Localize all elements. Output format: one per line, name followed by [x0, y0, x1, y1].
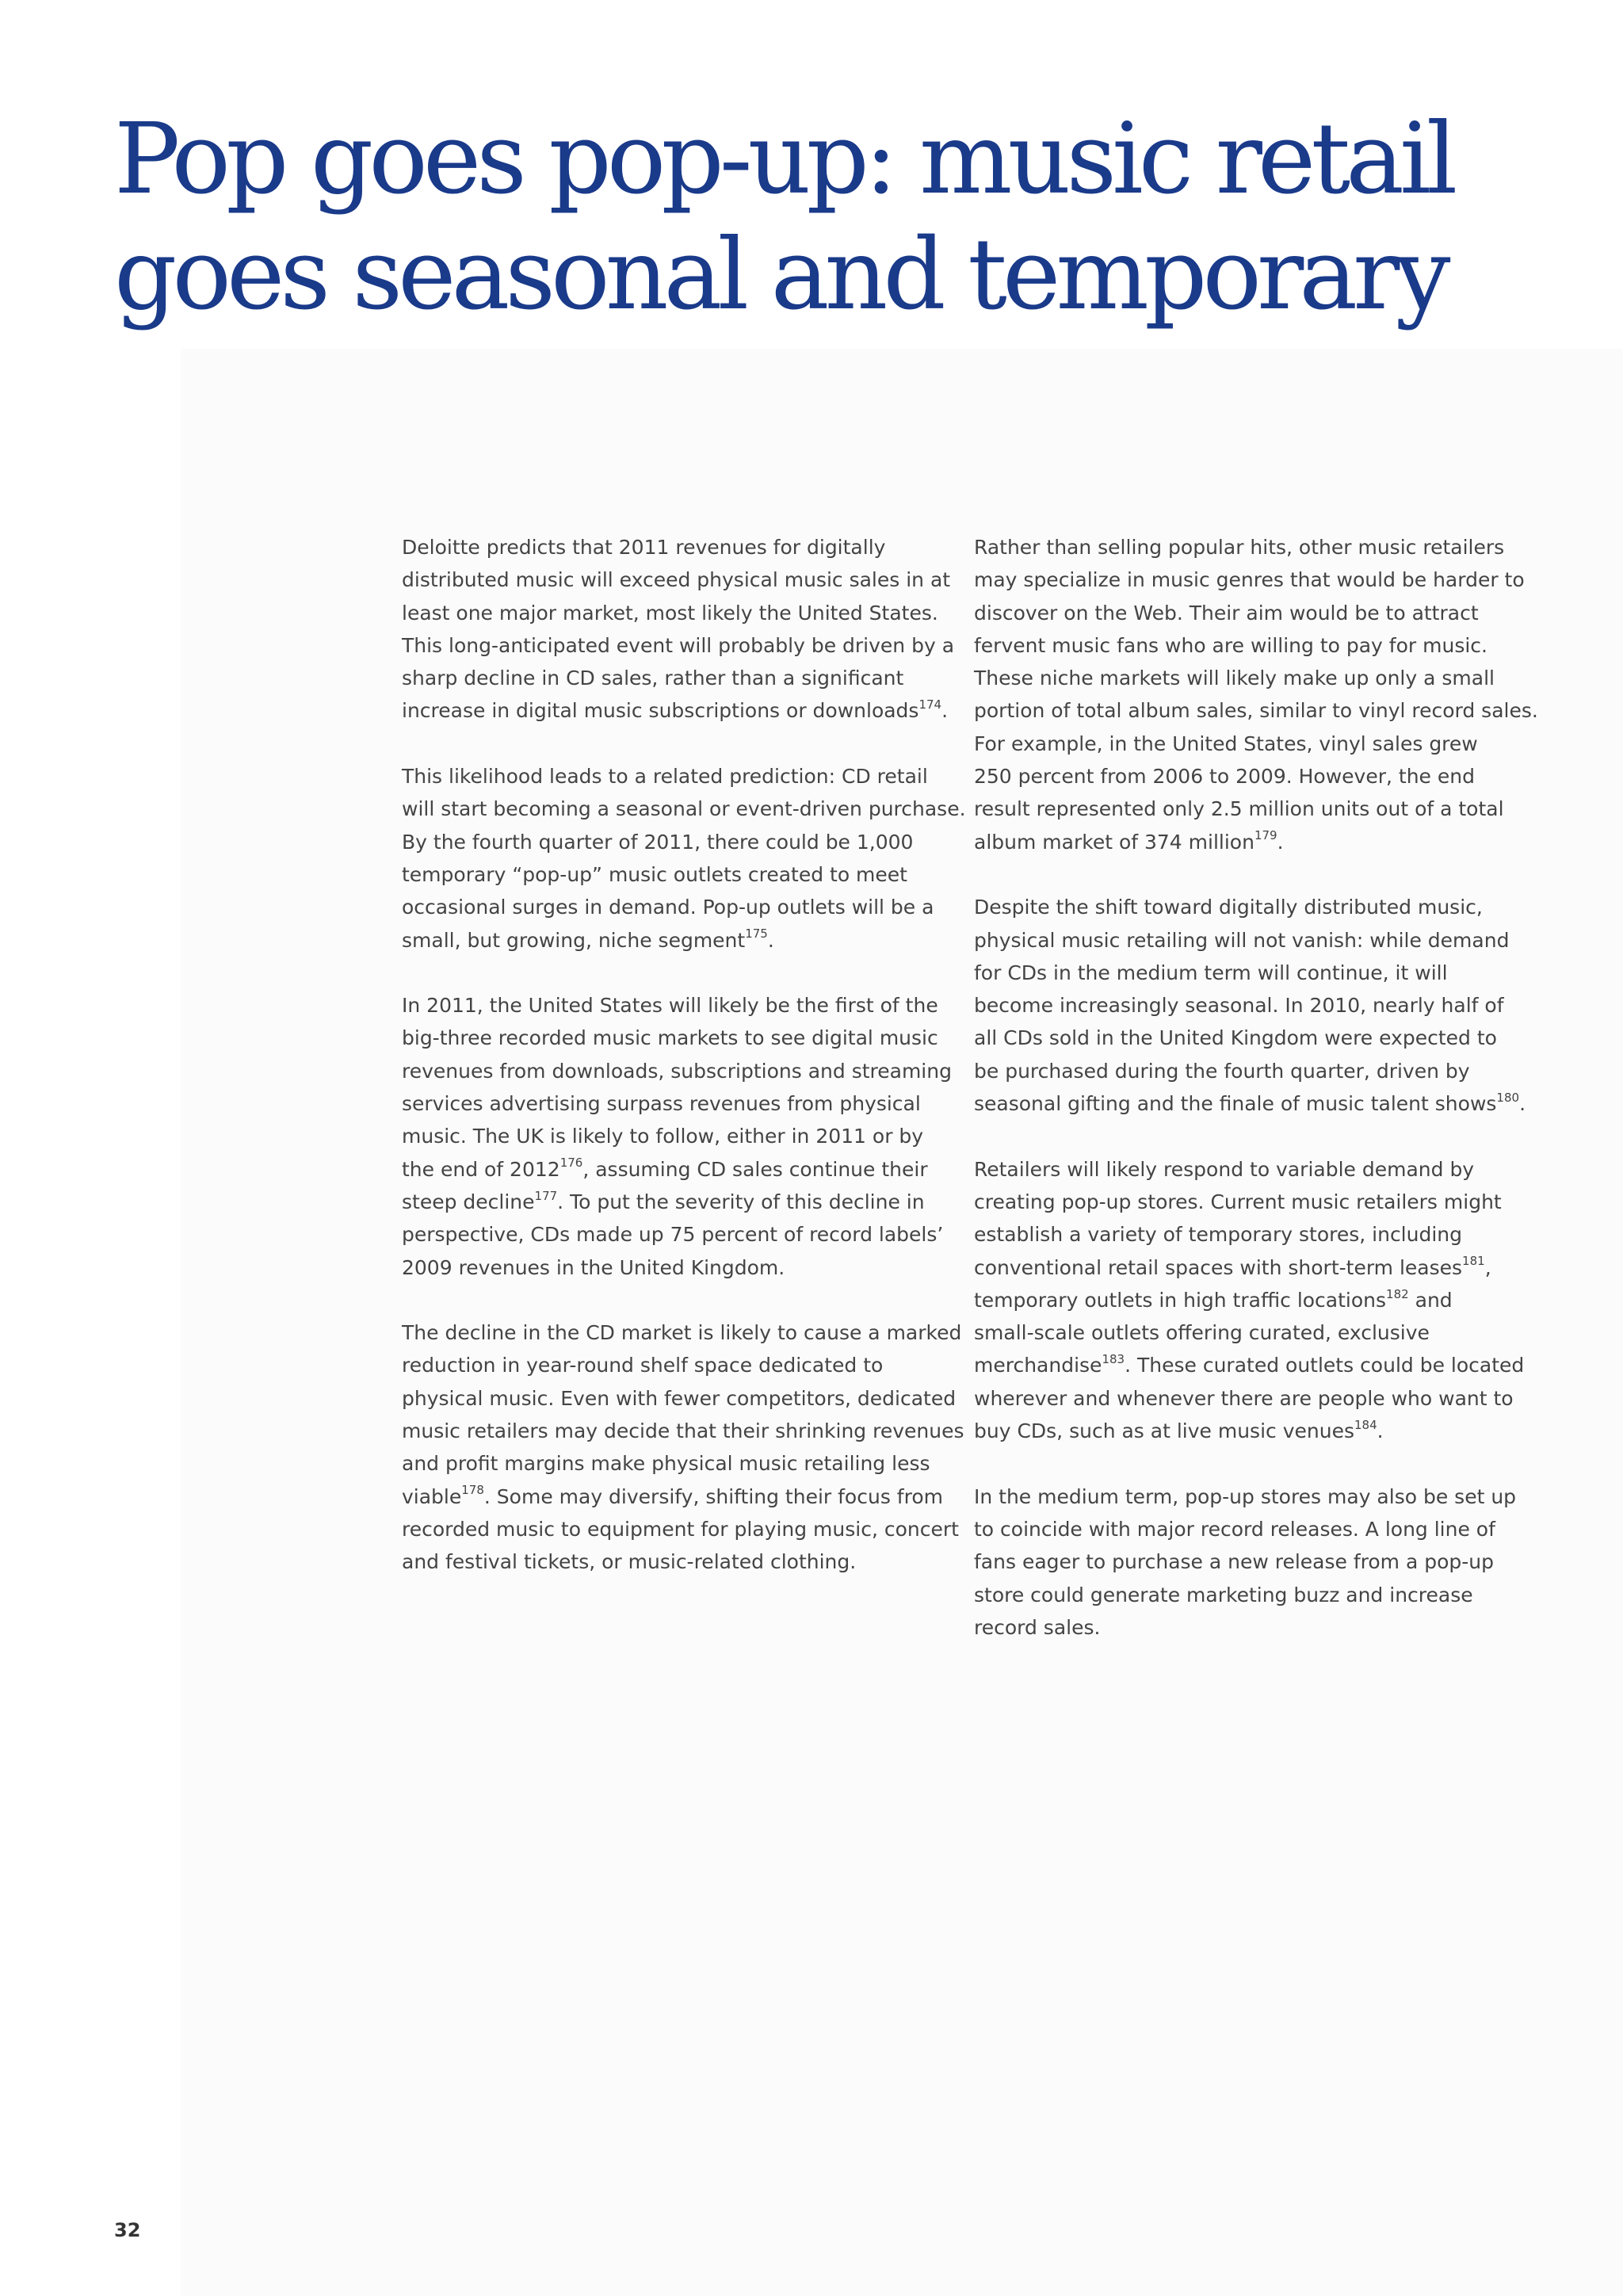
text-line	[402, 891, 957, 923]
text-line	[974, 1022, 1529, 1054]
text-segment: Rather than selling popular hits, other music retailers	[974, 536, 1505, 559]
text-segment: physical music. Even with fewer competitors, dedicated	[402, 1386, 957, 1410]
text-segment: ,	[1484, 1255, 1491, 1279]
text-segment: be purchased during the fourth quarter, driven by	[974, 1059, 1470, 1083]
text-segment: By the fourth quarter of 2011, there could be 1,000	[402, 830, 914, 854]
text-line	[974, 1579, 1529, 1611]
text-line	[974, 1153, 1529, 1186]
text-segment: 250 percent from 2006 to 2009. However, the end	[974, 765, 1475, 789]
text-line	[402, 1022, 957, 1054]
text-line	[402, 694, 957, 727]
text-segment: reduction in year-round shelf space dedicated to	[402, 1354, 884, 1377]
text-line	[974, 629, 1529, 662]
text-line	[402, 1251, 957, 1284]
text-line	[402, 531, 957, 563]
text-segment: discover on the Web. Their aim would be to attract	[974, 601, 1479, 625]
text-segment: music. The UK is likely to follow, either in 2011 or by	[402, 1125, 924, 1148]
text-line	[974, 793, 1529, 825]
text-line	[402, 662, 957, 694]
text-segment: conventional retail spaces with short-term leases	[974, 1255, 1463, 1279]
text-line	[974, 924, 1529, 957]
text-segment: Retailers will likely respond to variable demand by	[974, 1157, 1475, 1181]
text-segment: revenues from downloads, subscriptions and streaming	[402, 1059, 952, 1083]
text-segment: wherever and whenever there are people who want to	[974, 1386, 1514, 1410]
text-segment: will start becoming a seasonal or event-driven purchase.	[402, 797, 966, 821]
text-segment: occasional surges in demand. Pop-up outlets will be a	[402, 896, 934, 919]
text-line	[402, 1120, 957, 1152]
text-segment: small-scale outlets offering curated, exclusive	[974, 1321, 1430, 1345]
text-line	[974, 1545, 1529, 1578]
footnote-reference: 184	[1354, 1417, 1377, 1432]
footnote-reference: 181	[1462, 1254, 1485, 1269]
text-segment: This long-anticipated event will probably be driven by a	[402, 633, 955, 657]
text-segment: The decline in the CD market is likely to cause a marked	[402, 1321, 962, 1345]
text-segment: sharp decline in CD sales, rather than a significant	[402, 667, 904, 690]
text-line	[974, 957, 1529, 989]
text-line	[402, 1415, 964, 1447]
paragraph	[974, 891, 1529, 1120]
text-segment: .	[1519, 1092, 1526, 1116]
text-segment: recorded music to equipment for playing music, concert	[402, 1517, 959, 1541]
text-segment: These niche markets will likely make up only a small	[974, 667, 1495, 690]
text-line	[402, 1153, 957, 1186]
text-line	[974, 1087, 1529, 1120]
text-segment: buy CDs, such as at live music venues	[974, 1419, 1354, 1443]
text-segment: store could generate marketing buzz and increase	[974, 1583, 1473, 1606]
text-line	[974, 1382, 1529, 1415]
text-line	[974, 1251, 1529, 1284]
text-line	[402, 1480, 957, 1513]
text-line	[974, 1415, 1529, 1447]
text-line	[402, 989, 957, 1022]
text-segment: , assuming CD sales continue their	[582, 1157, 928, 1181]
text-line	[402, 629, 957, 662]
page-title-line: Pop goes pop-up: music retail	[114, 102, 1453, 216]
text-line	[402, 1382, 957, 1415]
text-line	[974, 1055, 1529, 1087]
page-title	[114, 101, 1556, 333]
text-segment: Despite the shift toward digitally distributed music,	[974, 896, 1483, 919]
text-segment: for CDs in the medium term will continue, it will	[974, 961, 1448, 984]
footnote-reference: 183	[1102, 1352, 1125, 1367]
text-line	[402, 597, 957, 629]
text-line	[974, 1186, 1529, 1218]
text-line	[974, 1611, 1529, 1644]
text-line	[402, 1545, 957, 1578]
text-segment: Deloitte predicts that 2011 revenues for digitally	[402, 536, 886, 559]
text-line	[974, 760, 1529, 793]
text-segment: big-three recorded music markets to see digital music	[402, 1026, 938, 1050]
text-line	[402, 858, 957, 891]
footnote-reference: 176	[559, 1156, 583, 1171]
text-segment: record sales.	[974, 1615, 1101, 1639]
text-segment: result represented only 2.5 million units out of a total	[974, 797, 1504, 821]
page-title-line: goes seasonal and temporary	[114, 218, 1446, 332]
text-segment: physical music retailing will not vanish: while demand	[974, 928, 1510, 952]
text-segment: seasonal gifting and the finale of music talent shows	[974, 1092, 1497, 1116]
text-segment: may specialize in music genres that would be harder to	[974, 568, 1525, 592]
text-line	[402, 826, 957, 858]
text-segment: establish a variety of temporary stores, including	[974, 1223, 1463, 1247]
text-line	[974, 597, 1529, 629]
text-line	[974, 1316, 1529, 1349]
text-line	[402, 1087, 957, 1120]
text-segment: .	[941, 699, 949, 723]
paragraph	[402, 531, 957, 728]
paragraph	[974, 1480, 1529, 1644]
text-segment: temporary “pop-up” music outlets created to meet	[402, 862, 907, 886]
text-segment: temporary outlets in high traffic locations	[974, 1288, 1387, 1312]
text-segment: album market of 374 million	[974, 830, 1254, 854]
footnote-reference: 177	[534, 1188, 558, 1203]
footnote-reference: 180	[1496, 1090, 1520, 1105]
text-segment: small, but growing, niche segment	[402, 928, 746, 952]
text-line	[402, 563, 957, 596]
text-segment: . Some may diversify, shifting their focus from	[483, 1484, 943, 1508]
text-line	[974, 826, 1529, 858]
text-segment: fans eager to purchase a new release from a pop-up	[974, 1550, 1495, 1574]
text-segment: least one major market, most likely the United States.	[402, 601, 938, 625]
text-line	[402, 924, 957, 957]
text-segment: merchandise	[974, 1354, 1102, 1377]
text-segment: music retailers may decide that their shrinking revenues	[402, 1419, 964, 1443]
text-line	[402, 1218, 957, 1251]
text-segment: become increasingly seasonal. In 2010, nearly half of	[974, 994, 1504, 1018]
text-segment: portion of total album sales, similar to vinyl record sales.	[974, 699, 1538, 723]
text-segment: services advertising surpass revenues from physical	[402, 1092, 921, 1116]
text-segment: all CDs sold in the United Kingdom were expected to	[974, 1026, 1497, 1050]
text-line	[402, 1316, 962, 1349]
paragraph	[402, 989, 957, 1284]
text-line	[974, 728, 1529, 760]
text-line	[402, 793, 966, 825]
left-text-column	[402, 531, 966, 1611]
text-segment: and	[1408, 1288, 1453, 1312]
text-segment: For example, in the United States, vinyl sales grew	[974, 732, 1478, 755]
text-line	[974, 694, 1538, 727]
footnote-reference: 175	[745, 926, 768, 942]
text-segment: and festival tickets, or music-related clothing.	[402, 1550, 857, 1574]
text-segment: 2009 revenues in the United Kingdom.	[402, 1255, 785, 1279]
text-segment: In 2011, the United States will likely be the first of the	[402, 994, 938, 1018]
text-line	[402, 1447, 957, 1480]
footnote-reference: 178	[461, 1483, 484, 1498]
text-segment: steep decline	[402, 1190, 535, 1213]
footnote-reference: 179	[1254, 828, 1277, 843]
text-segment: perspective, CDs made up 75 percent of record labels’	[402, 1223, 944, 1247]
paragraph	[402, 1316, 964, 1578]
text-segment: and profit margins make physical music retailing less	[402, 1452, 930, 1476]
text-segment: In the medium term, pop-up stores may also be set up	[974, 1484, 1517, 1508]
text-segment: viable	[402, 1484, 462, 1508]
paragraph	[974, 531, 1538, 858]
paragraph	[974, 1153, 1529, 1448]
text-line	[974, 1513, 1529, 1545]
text-line	[402, 1513, 957, 1545]
text-segment: .	[1377, 1419, 1384, 1443]
text-segment: increase in digital music subscriptions or downloads	[402, 699, 919, 723]
text-segment: This likelihood leads to a related prediction: CD retail	[402, 765, 928, 789]
text-line	[974, 1480, 1529, 1513]
footnote-reference: 174	[918, 697, 942, 712]
text-segment: creating pop-up stores. Current music retailers might	[974, 1190, 1502, 1213]
footnote-reference: 182	[1386, 1286, 1409, 1301]
text-line	[974, 1218, 1529, 1251]
text-line	[402, 1349, 957, 1381]
right-text-column	[974, 531, 1538, 1676]
text-line	[402, 1055, 957, 1087]
text-line	[974, 662, 1529, 694]
text-line	[974, 891, 1529, 923]
text-line	[974, 563, 1529, 596]
text-line	[974, 1349, 1529, 1381]
text-line	[402, 1186, 957, 1218]
paragraph	[402, 760, 966, 957]
text-segment: .	[767, 928, 774, 952]
text-segment: fervent music fans who are willing to pay for music.	[974, 633, 1487, 657]
text-line	[974, 989, 1529, 1022]
text-segment: the end of 2012	[402, 1157, 560, 1181]
text-segment: to coincide with major record releases. A long line of	[974, 1517, 1495, 1541]
text-line	[974, 531, 1529, 563]
text-line	[402, 760, 957, 793]
text-segment: . These curated outlets could be located	[1125, 1354, 1525, 1377]
page-number: 32	[114, 2219, 141, 2241]
text-line	[974, 1284, 1529, 1316]
text-segment: . To put the severity of this decline in	[557, 1190, 925, 1213]
text-segment: distributed music will exceed physical music sales in at	[402, 568, 951, 592]
text-segment: .	[1277, 830, 1284, 854]
